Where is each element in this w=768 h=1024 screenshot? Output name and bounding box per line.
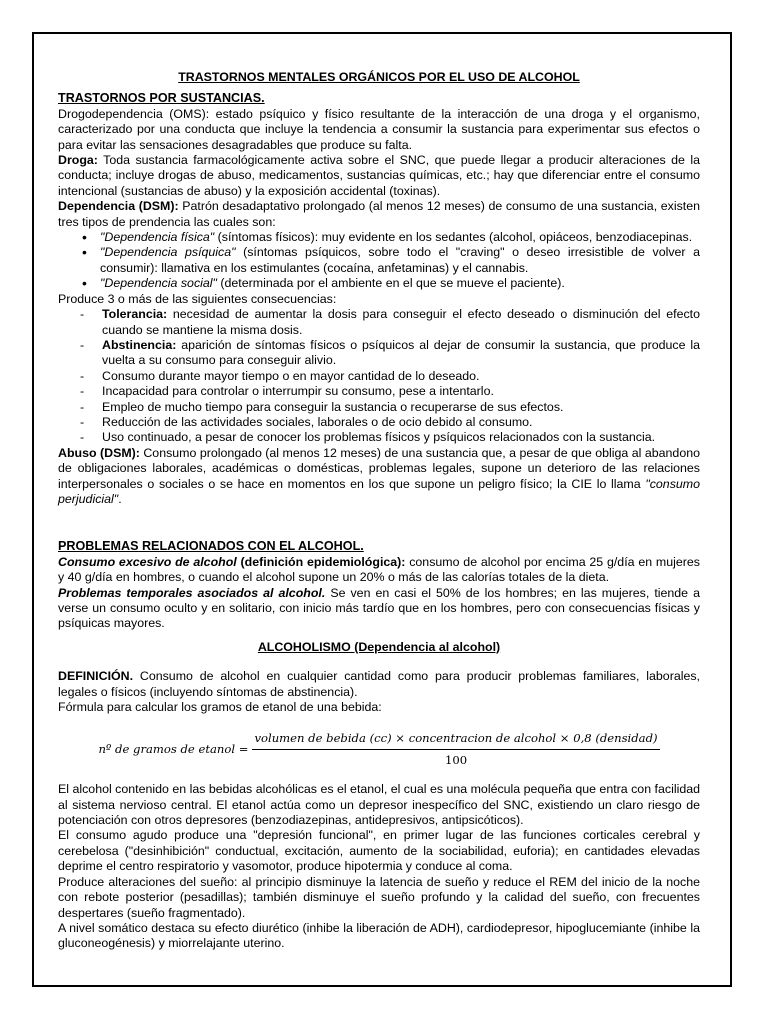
paragraph-consecuencias: Produce 3 o más de las siguientes consecuencias: — [58, 291, 337, 306]
paragraph-problemas-temporales: Problemas temporales asociados al alcohol. Se ven en casi el 50% de los hombres; en las mujeres, tiende a verse un consumo oculto y en solitario, con inicio más tardío que en los hombres, pero con consecuencias físicas y psíquicas mayores. — [58, 585, 700, 631]
section-heading-problemas: PROBLEMAS RELACIONADOS CON EL ALCOHOL. — [58, 539, 364, 554]
document-body — [58, 70, 700, 952]
paragraph-consumo-agudo: El consumo agudo produce una "depresión funcional", en primer lugar de las funciones corticales cerebral y cerebelosa ("desinhibición" conductual, excitación, aumento de la sociabilidad, euforia); en cantidades elevadas deprime el centro respiratorio y vasomotor, produce hipotermia y conduce al coma. — [58, 828, 700, 874]
formula-denominator: 100 — [444, 752, 468, 767]
spacer — [58, 507, 700, 539]
paragraph-consumo-excesivo: Consumo excesivo de alcohol (definición epidemiológica): consumo de alcohol por encima 25 g/día en mujeres y 40 g/día en hombres, o cuando el alcohol supone un 20% o más de las calorías totales de la dieta. — [58, 554, 700, 585]
formula-lhs: nº de gramos de etanol = — [98, 742, 249, 757]
consecuencias-list — [58, 307, 700, 446]
paragraph-dependencia: Dependencia (DSM): Patrón desadaptativo prolongado (al menos 12 meses) de consumo de una sustancia, existen tres tipos de prendencia las cuales son: — [58, 199, 700, 229]
paragraph-sueno: Produce alteraciones del sueño: al principio disminuye la latencia de sueño y reduce el REM del inicio de la noche con rebote posterior (pesadillas); también disminuye el sueño profundo y la calidad del sueño, con frecuentes despertares (sueño fragmentado). — [58, 874, 700, 920]
section-heading-alcoholismo: ALCOHOLISMO (Dependencia al alcohol) — [257, 639, 501, 654]
section-heading-sustancias: TRASTORNOS POR SUSTANCIAS. — [58, 91, 265, 106]
list-item: • "Dependencia social" (determinada por el ambiente en el que se mueve el paciente). — [100, 276, 700, 291]
list-item: - Consumo durante mayor tiempo o en mayor cantidad de lo deseado. — [102, 369, 700, 384]
list-item: • "Dependencia física" (síntomas físicos): muy evidente en los sedantes (alcohol, opiáceos, benzodiacepinas. — [100, 230, 700, 245]
list-item: - Tolerancia: necesidad de aumentar la dosis para conseguir el efecto deseado o disminución del efecto cuando se mantiene la misma dosis. — [102, 307, 700, 338]
paragraph-somatico: A nivel somático destaca su efecto diurético (inhibe la liberación de ADH), cardiodepresor, hipoglucemiante (inhibe la gluconeogénesis) y miorrelajante uterino. — [58, 920, 700, 951]
formula-numerator: volumen de bebida (cc) × concentracion de alcohol × 0,8 (densidad) — [252, 731, 659, 749]
formula-fraction — [252, 731, 659, 768]
paragraph-droga: Droga: Toda sustancia farmacológicamente activa sobre el SNC, que puede llegar a producir alteraciones de la conducta; incluye drogas de abuso, medicamentos, sustancias químicas, etc.; hay que diferenciar entre el consumo intencional (sustancias de abuso) y la exposición accidental (toxinas). — [58, 153, 700, 198]
list-item: - Incapacidad para controlar o interrumpir su consumo, pese a intentarlo. — [102, 384, 700, 399]
dependencia-types-list — [58, 230, 700, 292]
paragraph-definicion: DEFINICIÓN. Consumo de alcohol en cualquier cantidad como para producir problemas familiares, laborales, legales o físicos (incluyendo síntomas de abstinencia). — [58, 669, 700, 699]
paragraph-formula-intro: Fórmula para calcular los gramos de etanol de una bebida: — [58, 700, 382, 715]
paragraph-abuso: Abuso (DSM): Consumo prolongado (al menos 12 meses) de una sustancia que, a pesar de que obliga al abandono de obligaciones laborales, académicas o domésticas, problemas legales, supone un deterioro de las relaciones interpersonales o sociales o se hace en momentos en los que supone un peligro físico; la CIE lo llama "consumo perjudicial". — [58, 445, 700, 506]
document-title: TRASTORNOS MENTALES ORGÁNICOS POR EL USO DE ALCOHOL — [178, 70, 580, 84]
list-item: - Reducción de las actividades sociales, laborales o de ocio debido al consumo. — [102, 415, 700, 430]
list-item: • "Dependencia psíquica" (síntomas psíquicos, sobre todo el "craving" o deseo irresistible de volver a consumir): llamativa en los estimulantes (cocaína, anfetaminas) y el cannabis. — [100, 245, 700, 276]
paragraph-drogodependencia: Drogodependencia (OMS): estado psíquico y físico resultante de la interacción de una droga y el organismo, caracterizado por una conducta que incluye la tendencia a consumir la sustancia para experimentar sus efectos o para evitar las sensaciones desagradables que produce su falta. — [58, 106, 700, 152]
list-item: - Uso continuado, a pesar de conocer los problemas físicos y psíquicos relacionados con la sustancia. — [102, 430, 700, 445]
paragraph-etanol: El alcohol contenido en las bebidas alcohólicas es el etanol, el cual es una molécula pequeña que entra con facilidad al sistema nervioso central. El etanol actúa como un depresor inespecífico del SNC, existiendo un claro riesgo de potenciación con otros depresores (benzodiazepinas, antidepresivos, antipsicóticos). — [58, 782, 700, 828]
list-item: - Empleo de mucho tiempo para conseguir la sustancia o recuperarse de sus efectos. — [102, 400, 700, 415]
ethanol-formula — [58, 731, 700, 768]
list-item: - Abstinencia: aparición de síntomas físicos o psíquicos al dejar de consumir la sustancia, que produce la vuelta a su consumo para conseguir alivio. — [102, 338, 700, 369]
